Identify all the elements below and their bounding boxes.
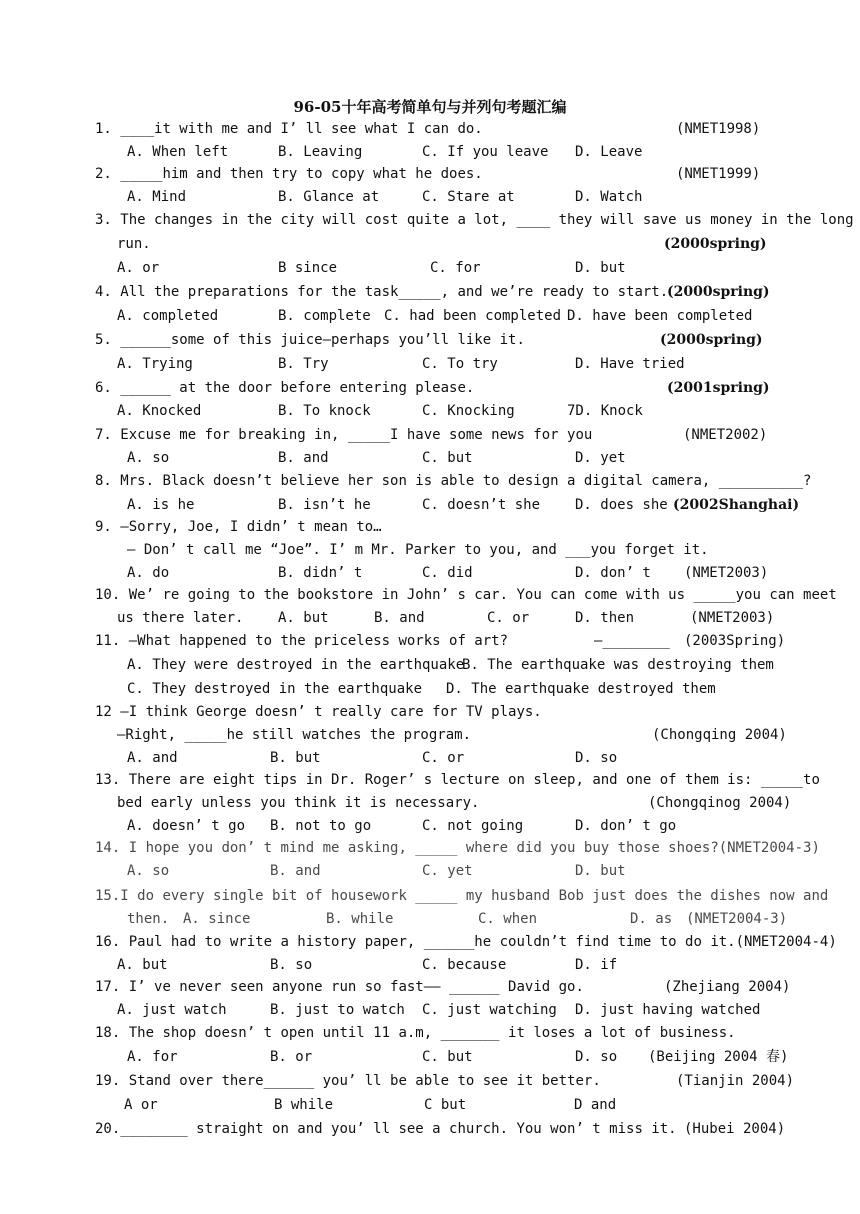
question-2: 2. _____him and then try to copy what he does. xyxy=(95,166,483,182)
page-title: 96-05十年高考简单句与并列句考题汇编 xyxy=(293,98,567,116)
question-15-source: (NMET2004-3) xyxy=(686,911,788,927)
question-9-line-2: — Don’ t call me “Joe”. I’ m Mr. Parker to you, and ___you forget it. xyxy=(127,542,709,558)
q17-option-c: C. just watching xyxy=(422,1002,557,1018)
question-4: 4. All the preparations for the task_____, and we’re ready to start. xyxy=(95,284,669,300)
question-12-source: (Chongqing 2004) xyxy=(652,727,787,743)
question-8: 8. Mrs. Black doesn’t believe her son is able to design a digital camera, __________? xyxy=(95,473,812,489)
q18-option-d: D. so xyxy=(575,1049,618,1065)
q13-option-d: D. don’ t go xyxy=(575,818,677,834)
question-8-source: (2002Shanghai) xyxy=(673,497,800,513)
q4-option-a: A. completed xyxy=(117,308,219,324)
q10-option-d: D. then xyxy=(575,610,635,626)
q18-option-a: A. for xyxy=(127,1049,178,1065)
q17-option-a: A. just watch xyxy=(117,1002,227,1018)
q2-option-c: C. Stare at xyxy=(422,189,515,205)
question-3-line-2: run. xyxy=(117,236,151,252)
q12-option-a: A. and xyxy=(127,750,178,766)
q2-option-d: D. Watch xyxy=(575,189,643,205)
q3-option-d: D. but xyxy=(575,260,626,276)
q18-option-b: B. or xyxy=(270,1049,313,1065)
q1-option-d: D. Leave xyxy=(575,144,643,160)
q3-option-b: B since xyxy=(278,260,338,276)
question-13-source: (Chongqinog 2004) xyxy=(648,795,792,811)
question-16: 16. Paul had to write a history paper, ______he couldn’t find time to do it.(NMET2004-4) xyxy=(95,934,837,950)
question-10-line-2: us there later. xyxy=(117,610,244,626)
question-13: 13. There are eight tips in Dr. Roger’ s lecture on sleep, and one of them is: _____to xyxy=(95,772,820,788)
q5-option-b: B. Try xyxy=(278,356,329,372)
question-3-source: (2000spring) xyxy=(664,236,767,252)
q3-option-c: C. for xyxy=(430,260,481,276)
question-20: 20.________ straight on and you’ ll see a church. You won’ t miss it. xyxy=(95,1121,677,1137)
q6-option-c: C. Knocking xyxy=(422,403,515,419)
question-15-line-2: then. xyxy=(127,911,170,927)
q8-option-d: D. does she xyxy=(575,497,668,513)
question-1: 1. ____it with me and I’ ll see what I can do. xyxy=(95,121,483,137)
question-3: 3. The changes in the city will cost quite a lot, ____ they will save us money in the long xyxy=(95,212,854,228)
question-13-line-2: bed early unless you think it is necessary. xyxy=(117,795,480,811)
q14-option-b: B. and xyxy=(270,863,321,879)
q7-option-d: D. yet xyxy=(575,450,626,466)
question-11: 11. —What happened to the priceless works of art? xyxy=(95,633,509,649)
q10-option-b: B. and xyxy=(374,610,425,626)
q12-option-d: D. so xyxy=(575,750,618,766)
question-15: 15.I do every single bit of housework _____ my husband Bob just does the dishes now and xyxy=(95,888,829,904)
q7-option-b: B. and xyxy=(278,450,329,466)
question-10-source: (NMET2003) xyxy=(690,610,775,626)
q14-option-a: A. so xyxy=(127,863,170,879)
q12-option-b: B. but xyxy=(270,750,321,766)
question-20-source: (Hubei 2004) xyxy=(684,1121,786,1137)
question-6: 6. ______ at the door before entering please. xyxy=(95,380,475,396)
q3-option-a: A. or xyxy=(117,260,160,276)
question-9-source: (NMET2003) xyxy=(684,565,769,581)
q19-option-d: D and xyxy=(574,1097,617,1113)
q4-option-c: C. had been completed xyxy=(384,308,562,324)
q11-option-a: A. They were destroyed in the earthquake xyxy=(127,657,465,673)
question-10: 10. We’ re going to the bookstore in John’ s car. You can come with us _____you can meet xyxy=(95,587,837,603)
q19-option-c: C but xyxy=(424,1097,467,1113)
q12-option-c: C. or xyxy=(422,750,465,766)
q6-option-b: B. To knock xyxy=(278,403,371,419)
question-2-source: (NMET1999) xyxy=(676,166,761,182)
q1-option-c: C. If you leave xyxy=(422,144,549,160)
q6-option-a: A. Knocked xyxy=(117,403,202,419)
question-14: 14. I hope you don’ t mind me asking, _____ where did you buy those shoes?(NMET2004-3) xyxy=(95,840,820,856)
q14-option-d: D. but xyxy=(575,863,626,879)
q16-option-d: D. if xyxy=(575,957,618,973)
q1-option-b: B. Leaving xyxy=(278,144,363,160)
q15-option-a: A. since xyxy=(183,911,251,927)
q9-option-b: B. didn’ t xyxy=(278,565,363,581)
question-18: 18. The shop doesn’ t open until 11 a.m, _______ it loses a lot of business. xyxy=(95,1025,736,1041)
question-7: 7. Excuse me for breaking in, _____I have some news for you xyxy=(95,427,593,443)
q5-option-c: C. To try xyxy=(422,356,498,372)
q13-option-b: B. not to go xyxy=(270,818,372,834)
q5-option-a: A. Trying xyxy=(117,356,193,372)
q15-option-c: C. when xyxy=(478,911,538,927)
q11-option-c: C. They destroyed in the earthquake xyxy=(127,681,423,697)
q15-option-b: B. while xyxy=(326,911,394,927)
q16-option-a: A. but xyxy=(117,957,168,973)
q4-option-d: D. have been completed xyxy=(567,308,753,324)
q18-option-c: C. but xyxy=(422,1049,473,1065)
question-17: 17. I’ ve never seen anyone run so fast—— ______ David go. xyxy=(95,979,584,995)
q1-option-a: A. When left xyxy=(127,144,229,160)
question-14-source: (NMET2004-3) xyxy=(718,840,820,856)
q5-option-d: D. Have tried xyxy=(575,356,685,372)
question-5-source: (2000spring) xyxy=(660,332,763,348)
question-7-source: (NMET2002) xyxy=(683,427,768,443)
question-4-source: (2000spring) xyxy=(667,284,770,300)
q15-option-d: D. as xyxy=(630,911,673,927)
q11-option-b: B. The earthquake was destroying them xyxy=(462,657,774,673)
q2-option-b: B. Glance at xyxy=(278,189,380,205)
q14-option-c: C. yet xyxy=(422,863,473,879)
question-19-source: (Tianjin 2004) xyxy=(676,1073,795,1089)
q8-option-b: B. isn’t he xyxy=(278,497,371,513)
q17-option-b: B. just to watch xyxy=(270,1002,405,1018)
question-11-source: (2003Spring) xyxy=(684,633,786,649)
q2-option-a: A. Mind xyxy=(127,189,187,205)
q7-option-a: A. so xyxy=(127,450,170,466)
question-9: 9. —Sorry, Joe, I didn’ t mean to… xyxy=(95,519,382,535)
question-12: 12 —I think George doesn’ t really care for TV plays. xyxy=(95,704,542,720)
question-12-line-2: —Right, _____he still watches the program. xyxy=(117,727,472,743)
question-19: 19. Stand over there______ you’ ll be able to see it better. xyxy=(95,1073,601,1089)
question-11-answer-blank: —________ xyxy=(594,633,670,649)
question-6-source: (2001spring) xyxy=(667,380,770,396)
q6-option-d: 7D. Knock xyxy=(567,403,643,419)
q19-option-b: B while xyxy=(274,1097,334,1113)
q9-option-a: A. do xyxy=(127,565,170,581)
question-16-source: (NMET2004-4) xyxy=(735,934,837,950)
q8-option-c: C. doesn’t she xyxy=(422,497,541,513)
q8-option-a: A. is he xyxy=(127,497,195,513)
q13-option-c: C. not going xyxy=(422,818,524,834)
question-17-source: (Zhejiang 2004) xyxy=(664,979,791,995)
q13-option-a: A. doesn’ t go xyxy=(127,818,246,834)
q11-option-d: D. The earthquake destroyed them xyxy=(446,681,716,697)
q7-option-c: C. but xyxy=(422,450,473,466)
q16-option-c: C. because xyxy=(422,957,507,973)
question-5: 5. ______some of this juice—perhaps you’ll like it. xyxy=(95,332,525,348)
q4-option-b: B. complete xyxy=(278,308,371,324)
question-18-source: (Beijing 2004 春) xyxy=(648,1049,789,1065)
q16-option-b: B. so xyxy=(270,957,313,973)
q10-option-c: C. or xyxy=(487,610,530,626)
q17-option-d: D. just having watched xyxy=(575,1002,761,1018)
q19-option-a: A or xyxy=(124,1097,158,1113)
q9-option-c: C. did xyxy=(422,565,473,581)
q9-option-d: D. don’ t xyxy=(575,565,651,581)
question-1-source: (NMET1998) xyxy=(676,121,761,137)
q10-option-a: A. but xyxy=(278,610,329,626)
